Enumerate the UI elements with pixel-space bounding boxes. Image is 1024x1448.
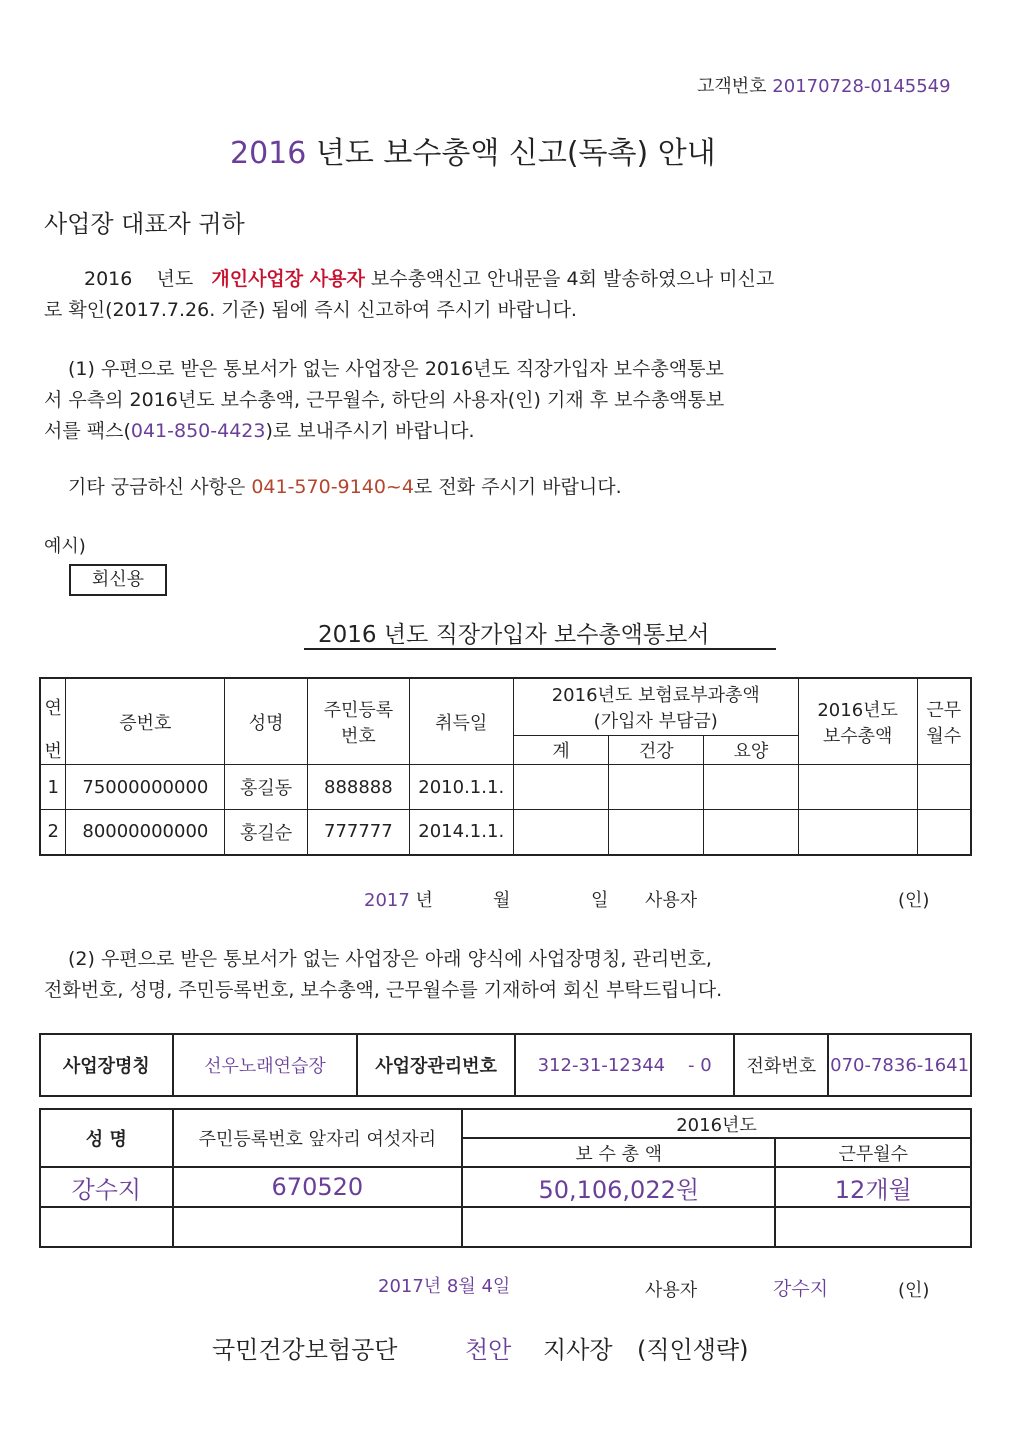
header-acq-date: 취득일 [409,678,513,765]
business-name-value[interactable]: 선우노래연습장 [173,1034,358,1096]
empty-months[interactable] [775,1207,971,1247]
title-text: 년도 보수총액 신고(독촉) 안내 [315,136,716,171]
footer-org: 국민건강보험공단 [212,1336,398,1364]
sig2-date: 2017년 8월 4일 [378,1276,511,1297]
person-pay-label: 보 수 총 액 [462,1138,775,1167]
sig1-day-label: 일 [591,890,609,911]
business-mgmt-label: 사업장관리번호 [357,1034,515,1096]
empty-rrn[interactable] [173,1207,462,1247]
recipient: 사업장 대표자 귀하 [44,210,245,238]
empty-pay[interactable] [462,1207,775,1247]
employee-pay-table [39,1108,972,1248]
signature-line-1 [364,886,433,912]
business-mgmt-value[interactable] [515,1034,735,1096]
row-acq-date: 2014.1.1. [409,810,513,855]
customer-number [697,72,951,98]
reply-box: 회신용 [69,564,167,596]
instruction2-line1: (2) 우편으로 받은 통보서가 없는 사업장은 아래 양식에 사업장명칭, 관리번호, [68,948,712,970]
row-months[interactable] [917,765,971,810]
empty-name[interactable] [40,1207,173,1247]
person-months-label: 근무월수 [775,1138,971,1167]
header-health: 건강 [609,736,704,765]
row-cert-no: 75000000000 [66,765,225,810]
sig2-employer-name: 강수지 [773,1278,829,1300]
person-rrn-label: 주민등록번호 앞자리 여섯자리 [173,1109,462,1167]
row-total-pay[interactable] [798,810,917,855]
row-rrn: 777777 [307,810,409,855]
person-name-label: 성 명 [40,1109,173,1167]
contact-paragraph [44,472,622,503]
instruction1-line2: 서 우측의 2016년도 보수총액, 근무월수, 하단의 사용자(인) 기재 후 보수총액통보 [44,389,725,411]
row-total-pay[interactable] [798,765,917,810]
sig1-month-label: 월 [493,890,511,911]
notice-title-underline [304,648,776,650]
table-row [40,1207,971,1247]
contact-phone: 041-570-9140~4 [251,476,414,498]
header-rrn: 주민등록 번호 [307,678,409,765]
business-name-label: 사업장명칭 [40,1034,173,1096]
mgmt-number: 312-31-12344 [537,1054,666,1076]
sig1-year-label: 년 [415,890,433,911]
instruction1-line3-pre: 서를 팩스( [44,420,131,442]
row-care[interactable] [704,765,799,810]
row-sum[interactable] [513,765,609,810]
person-year-label: 2016년도 [462,1109,971,1138]
instruction-paragraph-2 [44,944,722,1006]
sig1-employer-label: 사용자 [645,890,698,911]
notice-table [39,677,972,856]
person-name[interactable]: 강수지 [40,1167,173,1207]
header-cert-no: 증번호 [66,678,225,765]
row-sum[interactable] [513,810,609,855]
row-seq: 1 [40,765,66,810]
row-seq: 2 [40,810,66,855]
business-phone-label: 전화번호 [734,1034,828,1096]
sig1-seal: (인) [898,890,930,911]
sig2-employer-label: 사용자 [645,1280,698,1301]
sig2-seal: (인) [898,1280,930,1301]
header-care: 요양 [704,736,799,765]
instruction1-line1: (1) 우편으로 받은 통보서가 없는 사업장은 2016년도 직장가입자 보수총액통보 [68,358,724,380]
intro-highlight: 개인사업장 사용자 [211,268,365,290]
row-health[interactable] [609,810,704,855]
row-months[interactable] [917,810,971,855]
row-acq-date: 2010.1.1. [409,765,513,810]
row-name: 홍길순 [225,810,308,855]
row-name: 홍길동 [225,765,308,810]
footer-branch: 천안 [465,1336,512,1364]
contact-post: 로 전화 주시기 바랍니다. [413,476,622,498]
header-total-pay: 2016년도 보수총액 [798,678,917,765]
footer-title: 지사장 [543,1336,613,1364]
table-row [40,1167,971,1207]
instruction2-line2: 전화번호, 성명, 주민등록번호, 보수총액, 근무월수를 기재하여 회신 부탁드립니다. [44,979,723,1001]
row-health[interactable] [609,765,704,810]
fax-number: 041-850-4423 [130,420,266,442]
intro-year: 2016 [84,268,133,290]
person-rrn[interactable]: 670520 [173,1167,462,1207]
notice-title: 2016 년도 직장가입자 보수총액통보서 [318,622,710,648]
sig1-year: 2017 [364,890,410,911]
intro-paragraph [44,264,774,326]
header-seq-bottom: 번 [40,736,66,765]
customer-number-value: 20170728-0145549 [772,76,951,97]
row-cert-no: 80000000000 [66,810,225,855]
footer-note: (직인생략) [637,1336,749,1364]
row-care[interactable] [704,810,799,855]
table-row [40,810,971,855]
instruction1-line3-post: )로 보내주시기 바랍니다. [265,420,475,442]
contact-pre: 기타 궁금하신 사항은 [68,476,252,498]
instruction-paragraph-1 [44,354,724,447]
header-premium: 2016년도 보험료부과총액 (가입자 부담금) [513,678,798,736]
business-info-table [39,1033,972,1097]
intro-line2: 로 확인(2017.7.26. 기준) 됨에 즉시 신고하여 주시기 바랍니다. [44,299,577,321]
customer-number-label: 고객번호 [697,76,767,97]
page-title [230,128,716,172]
mgmt-suffix: - 0 [688,1054,712,1076]
header-sum: 계 [513,736,609,765]
header-seq-top: 연 [40,678,66,736]
person-pay[interactable]: 50,106,022원 [462,1167,775,1207]
intro-text: 보수총액신고 안내문을 4회 발송하였으나 미신고 [370,268,775,290]
header-months: 근무 월수 [917,678,971,765]
business-phone-value[interactable]: 070-7836-1641 [828,1034,971,1096]
table-row [40,765,971,810]
example-label: 예시) [44,536,86,557]
person-months[interactable]: 12개월 [775,1167,971,1207]
header-name: 성명 [225,678,308,765]
row-rrn: 888888 [307,765,409,810]
intro-year-label: 년도 [156,268,194,290]
title-year: 2016 [230,136,307,171]
